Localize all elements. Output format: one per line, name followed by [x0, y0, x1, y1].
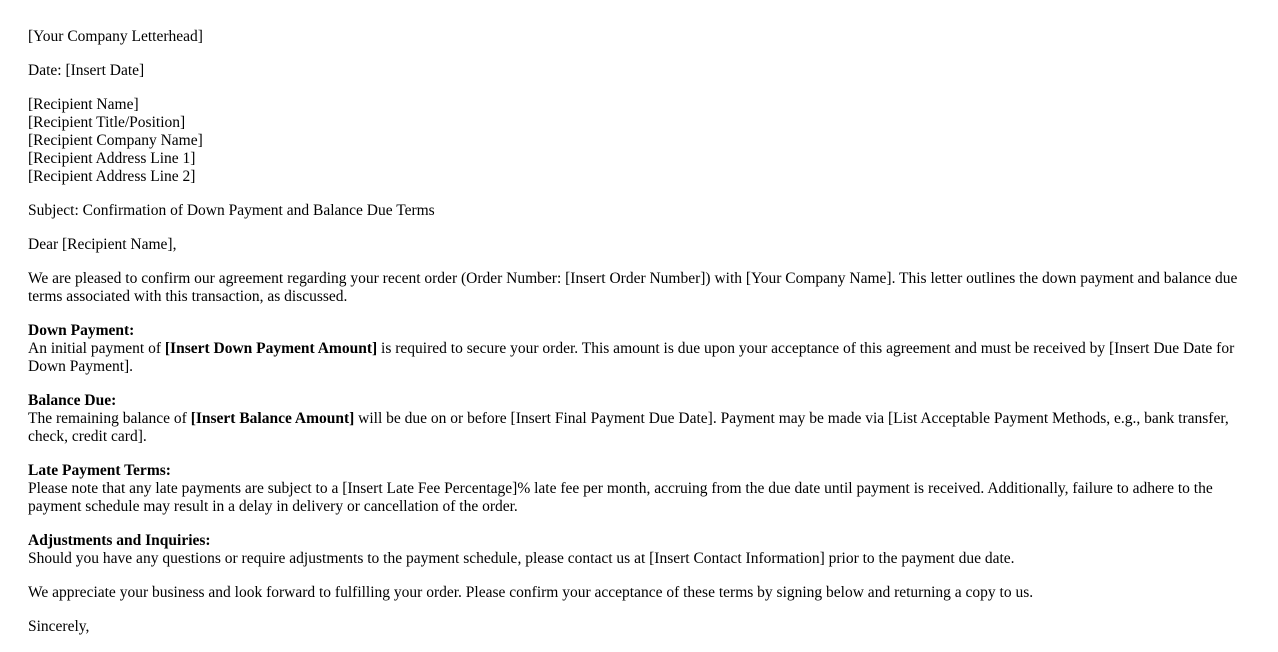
recipient-name: [Recipient Name]: [28, 96, 139, 113]
down-payment-section: [28, 322, 1254, 376]
letterhead-text: [Your Company Letterhead]: [28, 28, 203, 45]
balance-due-heading: Balance Due:: [28, 392, 117, 409]
intro-text: We are pleased to confirm our agreement regarding your recent order (Order Number: [Insert Order Number]) with [Your Company Name]. This letter outlines the down payment and balance due terms associated with this transaction, as discussed.: [28, 270, 1238, 305]
subject-block: [28, 202, 1254, 220]
recipient-title: [Recipient Title/Position]: [28, 114, 186, 131]
adjustments-text: Should you have any questions or require adjustments to the payment schedule, please contact us at [Insert Contact Information] prior to the payment due date.: [28, 550, 1015, 567]
sign-off: Sincerely,: [28, 618, 90, 635]
sign-off-block: [28, 618, 1254, 636]
balance-due-text-before: The remaining balance of: [28, 410, 191, 427]
salutation-block: [28, 236, 1254, 254]
adjustments-section: [28, 532, 1254, 568]
balance-amount: [Insert Balance Amount]: [190, 410, 355, 427]
down-payment-text: [28, 340, 1254, 376]
closing-paragraph: [28, 584, 1254, 602]
balance-due-section: [28, 392, 1254, 446]
down-payment-heading: Down Payment:: [28, 322, 135, 339]
balance-due-text-after: will be due on or before [Insert Final Payment Due Date]. Payment may be made via [List Acceptable Payment Methods, e.g., bank transfer, check, credit card].: [28, 410, 1229, 445]
subject-line: Subject: Confirmation of Down Payment and Balance Due Terms: [28, 202, 435, 219]
recipient-company: [Recipient Company Name]: [28, 132, 203, 149]
letter-document: [28, 28, 1254, 652]
date-block: [28, 62, 1254, 80]
recipient-address-line-2: [Recipient Address Line 2]: [28, 168, 196, 185]
salutation: Dear [Recipient Name],: [28, 236, 177, 253]
date-line: Date: [Insert Date]: [28, 62, 145, 79]
adjustments-heading: Adjustments and Inquiries:: [28, 532, 211, 549]
late-payment-heading: Late Payment Terms:: [28, 462, 171, 479]
recipient-address-block: [28, 96, 1254, 186]
recipient-address-line-1: [Recipient Address Line 1]: [28, 150, 196, 167]
intro-paragraph: [28, 270, 1254, 306]
down-payment-text-before: An initial payment of: [28, 340, 165, 357]
balance-due-text: [28, 410, 1254, 446]
letterhead: [28, 28, 1254, 46]
late-payment-text: Please note that any late payments are subject to a [Insert Late Fee Percentage]% late fee per month, accruing from the due date until payment is received. Additionally, failure to adhere to the payment schedule may result in a delay in delivery or cancellation of the order.: [28, 480, 1213, 515]
down-payment-text-after: is required to secure your order. This amount is due upon your acceptance of this agreement and must be received by [Insert Due Date for Down Payment].: [28, 340, 1235, 375]
closing-text: We appreciate your business and look forward to fulfilling your order. Please confirm your acceptance of these terms by signing below and returning a copy to us.: [28, 584, 1034, 601]
late-payment-section: [28, 462, 1254, 516]
down-payment-amount: [Insert Down Payment Amount]: [164, 340, 378, 357]
